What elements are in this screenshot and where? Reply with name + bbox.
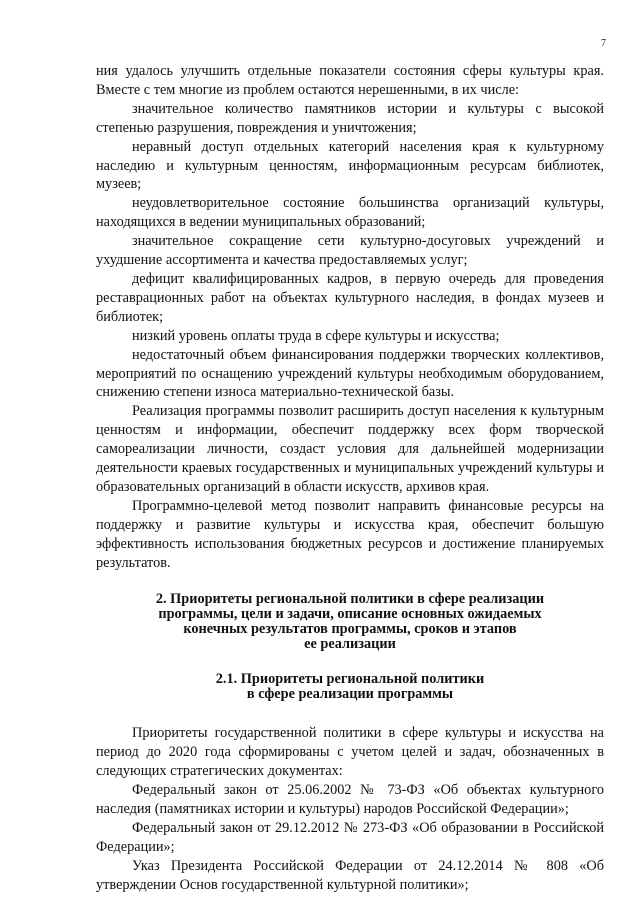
section-heading [96, 592, 604, 652]
paragraph-problem-organizations: неудовлетворительное состояние большинства организаций культуры, находящихся в ведении муниципальных образований; [96, 195, 604, 231]
page-number: 7 [601, 38, 606, 49]
paragraph-continuation: ния удалось улучшить отдельные показатели состояния сферы культуры края. Вместе с тем многие из проблем остаются нерешенными, в их числе: [96, 63, 604, 98]
paragraph-program-method: Программно-целевой метод позволит направить финансовые ресурсы на поддержку и развитие культуры и искусства края, обеспечит большую эффективность использования бюджетных ресурсов и достижение планируемых результатов. [96, 497, 604, 571]
paragraph-problem-salary: низкий уровень оплаты труда в сфере культуры и искусства; [132, 327, 500, 344]
paragraph-problem-access: неравный доступ отдельных категорий населения края к культурному наследию и культурным ценностям, информационным ресурсам библиотек, музеев; [96, 138, 604, 193]
paragraph-priorities: Приоритеты государственной политики в сфере культуры и искусства на период до 2020 года сформированы с учетом целей и задач, обозначенных в следующих стратегических документах: [96, 725, 604, 780]
section-heading-line: программы, цели и задачи, описание основных ожидаемых [158, 606, 542, 623]
paragraph-problem-network: значительное сокращение сети культурно-досуговых учреждений и ухудшение ассортимента и качества предоставляемых услуг; [96, 233, 604, 269]
paragraph-problem-monuments: значительное количество памятников истории и культуры с высокой степенью разрушения, повреждения и уничтожения; [96, 100, 604, 136]
subsection-heading-line: 2.1. Приоритеты региональной политики [215, 671, 485, 688]
subsection-heading-line: в сфере реализации программы [246, 686, 454, 703]
paragraph-law-273: Федеральный закон от 29.12.2012 № 273-ФЗ «Об образовании в Российской Федерации»; [96, 820, 604, 855]
section-heading-line: 2. Приоритеты региональной политики в сфере реализации [155, 591, 545, 608]
section-heading-line: ее реализации [304, 636, 396, 653]
section-heading-line: конечных результатов программы, сроков и этапов [183, 621, 517, 638]
subsection-heading [96, 672, 604, 702]
document-body [96, 62, 604, 895]
paragraph-program-implementation: Реализация программы позволит расширить доступ населения к культурным ценностям и информации, обеспечит поддержку всех форм творческой самореализации личности, создаст условия для дальнейшей модернизации деятельности краевых государственных и муниципальных учреждений культуры и образовательных организаций в области искусств, архивов края. [96, 403, 604, 495]
paragraph-decree-808: Указ Президента Российской Федерации от 24.12.2014 № 808 «Об утверждении Основ государственной культурной политики»; [96, 857, 604, 893]
paragraph-problem-staff: дефицит квалифицированных кадров, в первую очередь для проведения реставрационных работ на объектах культурного наследия, в фондах музеев и библиотек; [96, 270, 604, 325]
paragraph-law-73: Федеральный закон от 25.06.2002 № 73-ФЗ «Об объектах культурного наследия (памятниках истории и культуры) народов Российской Федерации»; [96, 782, 604, 818]
paragraph-problem-funding: недостаточный объем финансирования поддержки творческих коллективов, мероприятий по оснащению учреждений культуры необходимым оборудованием, снижению степени износа материально-технической базы. [96, 346, 604, 401]
spacer [96, 702, 604, 724]
